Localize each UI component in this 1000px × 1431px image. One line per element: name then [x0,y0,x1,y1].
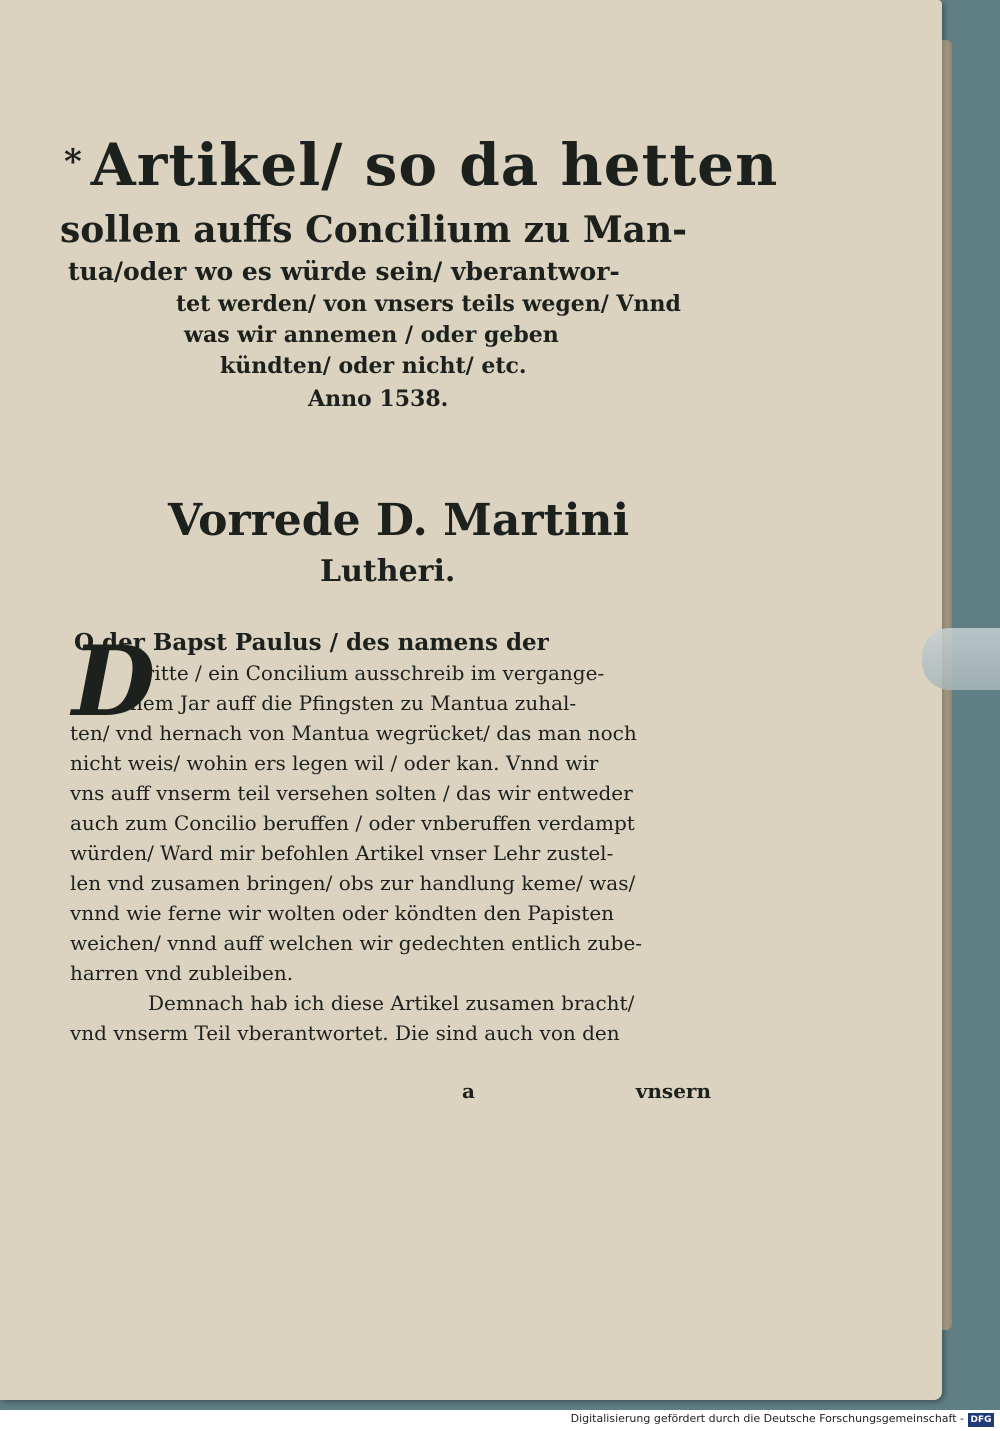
body-line: ten/ vnd hernach von Mantua wegrücket/ das man noch [70,721,637,745]
body-line: O der Bapst Paulus / des namens der [74,629,549,656]
body-line: auch zum Concilio beruffen / oder vnberuffen verdampt [70,811,635,835]
body-line: würden/ Ward mir befohlen Artikel vnser Lehr zustel- [70,841,614,865]
title-block [60,122,779,415]
catchword: vnsern [635,1079,711,1103]
body-line: harren vnd zubleiben. [70,961,294,985]
body-line: nem Jar auff die Pfingsten zu Mantua zuhal- [130,691,577,715]
title-line-1-text: Artikel/ so da hetten [90,131,779,199]
body-line: dritte / ein Concilium ausschreib im vergange- [132,661,605,685]
body-line: Demnach hab ich diese Artikel zusamen bracht/ [148,991,635,1015]
title-line-5: was wir annemen / oder geben [184,322,559,348]
title-line-6: kündten/ oder nicht/ etc. [220,353,527,379]
body-line: nicht weis/ wohin ers legen wil / oder kan. Vnnd wir [70,751,599,775]
title-line [60,122,779,205]
preface-heading: Vorrede D. Martini [168,495,630,546]
catchword-row [70,1076,715,1106]
body-line: vnnd wie ferne wir wolten oder köndten den Papisten [70,901,615,925]
body-line: len vnd zusamen bringen/ obs zur handlung keme/ was/ [70,871,636,895]
asterisk-mark: * [64,142,83,182]
body-line: vnd vnserm Teil vberantwortet. Die sind auch von den [70,1021,620,1045]
body-line: vns auff vnserm teil versehen solten / das wir entweder [70,781,633,805]
signature-mark: a [462,1079,475,1103]
footer-credit: Digitalisierung gefördert durch die Deutsche Forschungsgemeinschaft - [570,1412,964,1425]
dfg-logo: DFG [968,1413,994,1427]
title-year: Anno 1538. [308,386,449,412]
footer-bar [0,1410,1000,1431]
body-text [70,625,715,1048]
body-line: weichen/ vnnd auff welchen wir gedechten entlich zube- [70,931,643,955]
preface-heading-author: Lutheri. [320,554,456,589]
title-line-3: tua/oder wo es würde sein/ vberantwor- [68,257,620,286]
bookmark-tab [922,628,1000,690]
title-line-4: tet werden/ von vnsers teils wegen/ Vnnd [176,291,681,317]
drop-cap-initial: D [72,625,156,738]
title-line-2: sollen auffs Concilium zu Man- [60,209,688,251]
